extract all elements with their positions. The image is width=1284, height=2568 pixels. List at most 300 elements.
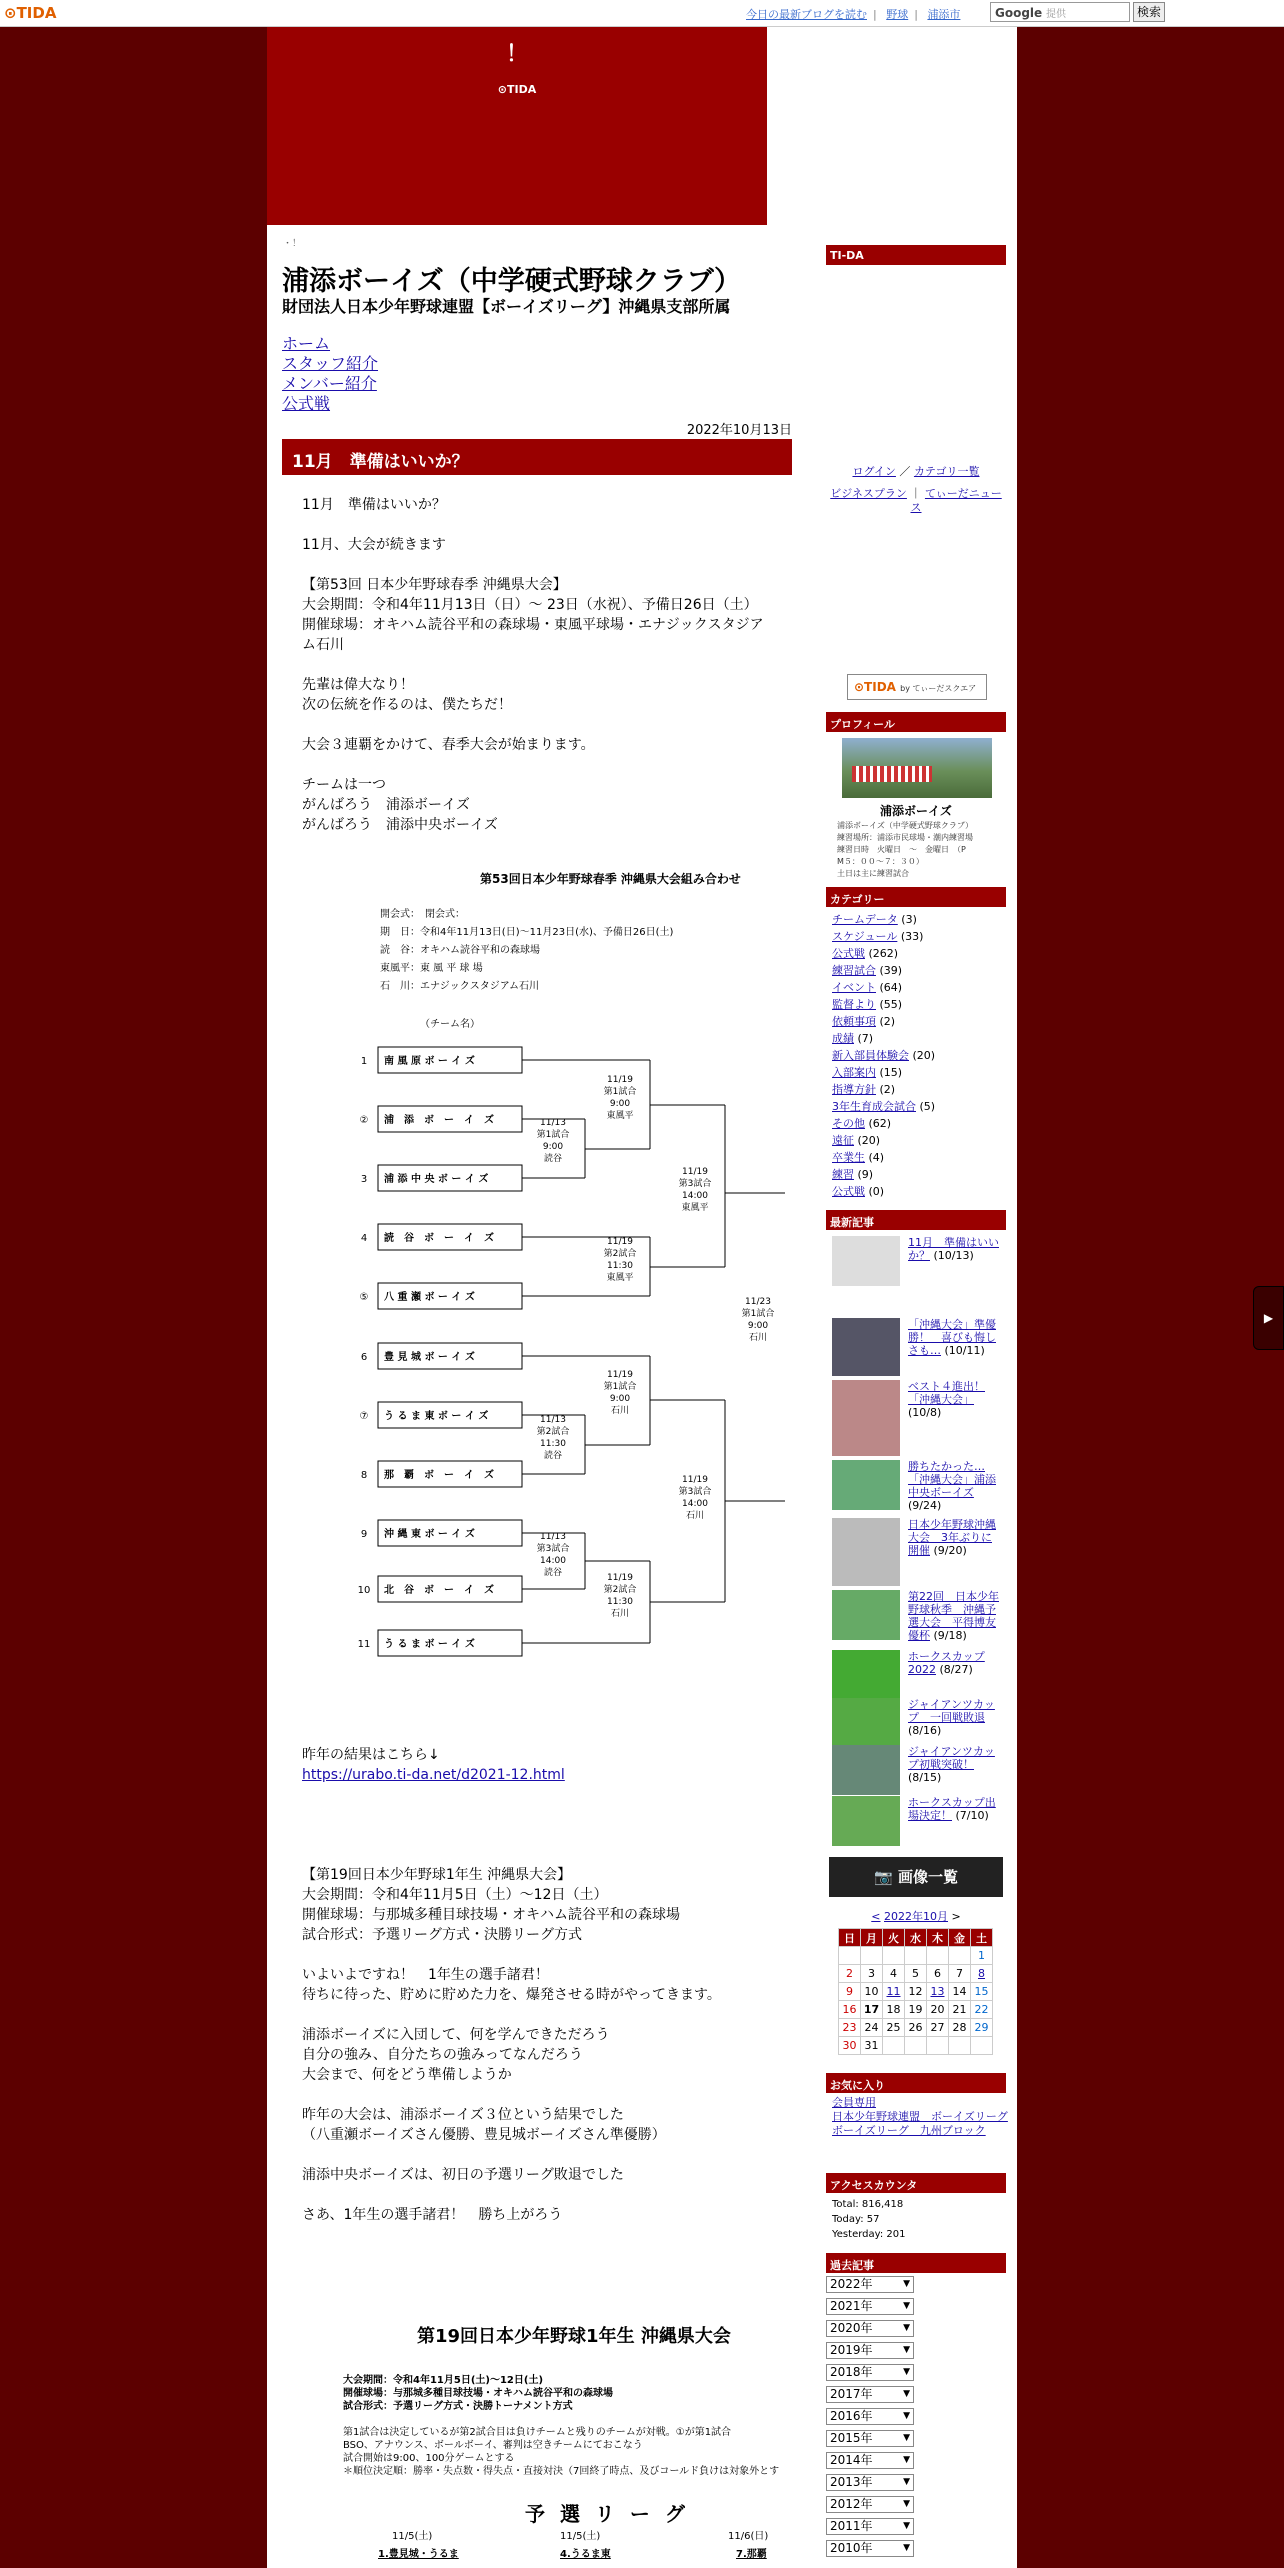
category-count: (7) — [854, 1032, 874, 1045]
search-input[interactable] — [990, 2, 1130, 22]
nav-official[interactable]: 公式戦 — [282, 394, 331, 413]
calendar-day: 10 — [861, 1983, 883, 2001]
game-label: 東風平 — [606, 1273, 634, 1283]
category-link[interactable]: 公式戦 — [832, 1185, 865, 1198]
archive-year-label: 2021年 — [830, 2299, 873, 2313]
archive-year-select[interactable] — [826, 2320, 914, 2337]
post-body-line — [302, 2085, 782, 2105]
game-label: 第3試合 — [678, 1487, 712, 1497]
breadcrumb: ・！ — [283, 239, 302, 249]
recent-header: 最新記事 — [826, 1210, 1006, 1230]
post-body-line: （八重瀬ボーイズさん優勝、豊見城ボーイズさん準優勝） — [302, 2127, 666, 2143]
post-body-line: 浦添中央ボーイズは、初日の予選リーグ敗退でした — [302, 2167, 624, 2183]
game-label: 11/13 — [540, 1118, 566, 1128]
calendar-day[interactable] — [971, 1965, 993, 1983]
calendar-day: 16 — [839, 2001, 861, 2019]
category-count: (55) — [876, 998, 903, 1011]
recent-post-thumbnail[interactable] — [832, 1698, 900, 1748]
archive-year-select[interactable] — [826, 2386, 914, 2403]
team-name: 読 谷 ボ ー イ ズ — [384, 1233, 494, 1244]
side-panel-toggle[interactable] — [1253, 1286, 1284, 1350]
archive-year-select[interactable] — [826, 2342, 914, 2359]
category-link[interactable]: 遠征 — [832, 1134, 854, 1147]
calendar-header — [826, 1908, 1006, 1924]
calendar-weekday: 日 — [839, 1929, 861, 1947]
chevron-down-icon: ▼ — [903, 2323, 910, 2333]
post-body-line: 先輩は偉大なり！ — [302, 677, 414, 693]
category-item — [832, 1030, 935, 1047]
calendar-day: 1 — [971, 1947, 993, 1965]
poster-line: BSO、アナウンス、ボールボーイ、審判は空きチームにておこなう — [343, 2440, 643, 2451]
category-count: (2) — [876, 1083, 896, 1096]
poster-day: 11/5(土) — [392, 2531, 433, 2542]
game-label: 11:30 — [607, 1261, 633, 1271]
calendar-day — [949, 1947, 971, 1965]
recent-post-date: (10/13) — [930, 1249, 974, 1262]
recent-post-thumbnail[interactable] — [832, 1460, 900, 1510]
team-number: 4 — [360, 1233, 368, 1244]
category-link[interactable]: その他 — [832, 1117, 865, 1130]
recent-post-date: (7/10) — [952, 1809, 989, 1822]
category-item — [832, 1013, 935, 1030]
archive-year-label: 2010年 — [830, 2541, 873, 2555]
calendar-weekday: 金 — [949, 1929, 971, 1947]
post-body-line — [302, 715, 782, 735]
calendar-day[interactable] — [883, 1983, 905, 2001]
post-body-rookie — [302, 1865, 782, 2225]
recent-post-thumbnail[interactable] — [832, 1318, 900, 1376]
archive-header: 過去記事 — [826, 2253, 1006, 2273]
recent-post-link[interactable]: 第22回 日本少年野球秋季 沖縄予選大会 平得博友優杯 — [908, 1590, 999, 1642]
archive-year-select[interactable] — [826, 2452, 914, 2469]
team-name: う る ま ボ ー イ ズ — [384, 1639, 475, 1650]
past-result-link[interactable]: https://urabo.ti-da.net/d2021-12.html — [302, 1767, 565, 1783]
recent-post-thumbnail[interactable] — [832, 1380, 900, 1456]
archive-year-select[interactable] — [826, 2496, 914, 2513]
calendar-day: 6 — [927, 1965, 949, 1983]
category-link[interactable]: スケジュール — [832, 930, 898, 943]
archive-year-label: 2020年 — [830, 2321, 873, 2335]
post-title[interactable]: 11月 準備はいいか？ — [282, 439, 792, 475]
chevron-right-icon: ▶ — [1263, 1311, 1274, 1325]
profile-text — [837, 820, 1007, 880]
profile-line: 土日は主に練習試合 — [837, 869, 909, 878]
archive-year-select[interactable] — [826, 2474, 914, 2491]
poster-line — [343, 2413, 779, 2426]
calendar-day — [949, 2037, 971, 2055]
chevron-down-icon: ▼ — [903, 2279, 910, 2289]
game-label: 第1試合 — [536, 1130, 570, 1140]
recent-post-link[interactable]: ホークスカップ2022 — [908, 1650, 985, 1676]
team-name: 浦 添 ボ ー イ ズ — [384, 1115, 494, 1126]
profile-line: M５：００〜７：３０） — [837, 857, 924, 866]
post-body-line: 大会３連覇をかけて、春季大会が始まります。 — [302, 737, 595, 753]
post-body-line — [302, 655, 782, 675]
recent-post-link[interactable]: 「沖縄大会」準優勝！ 喜びも悔しさも… — [908, 1318, 996, 1357]
category-count: (2) — [876, 1015, 896, 1028]
category-link[interactable]: 監督より — [832, 998, 876, 1011]
recent-post-link[interactable]: 勝ちたかった…「沖縄大会」浦添中央ボーイズ — [908, 1460, 996, 1499]
calendar-day: 9 — [839, 1983, 861, 2001]
game-label: 東風平 — [606, 1111, 634, 1121]
chevron-down-icon: ▼ — [903, 2477, 910, 2487]
category-link[interactable]: 練習 — [832, 1168, 854, 1181]
category-item — [832, 1047, 935, 1064]
archive-year-select[interactable] — [826, 2540, 914, 2557]
profile-photo[interactable] — [842, 738, 992, 798]
tida-badge[interactable] — [847, 674, 987, 700]
game-label: 石川 — [748, 1333, 768, 1343]
category-count: (64) — [876, 981, 903, 994]
post-body-line: 次の伝統を作るのは、僕たちだ！ — [302, 697, 512, 713]
game-label: 読谷 — [543, 1568, 563, 1578]
recent-post-thumbnail[interactable] — [832, 1796, 900, 1846]
favorite-link[interactable]: ボーイズリーグ 九州ブロック — [832, 2124, 986, 2137]
recent-post-link[interactable]: ベスト４進出！「沖縄大会」 — [908, 1380, 985, 1406]
recent-post-text — [908, 1380, 1000, 1419]
archive-year-label: 2018年 — [830, 2365, 873, 2379]
header-subtitle: ⊙TIDA — [497, 83, 537, 96]
recent-post-text — [908, 1460, 1000, 1512]
calendar-day: 23 — [839, 2019, 861, 2037]
profile-name: 浦添ボーイズ — [880, 804, 952, 818]
team-name: 豊 見 城 ボ ー イ ズ — [384, 1352, 475, 1363]
calendar-day: 29 — [971, 2019, 993, 2037]
game-label: 11/19 — [607, 1075, 633, 1085]
post-body-line: さあ、1年生の選手諸君！ 勝ち上がろう — [302, 2207, 563, 2223]
game-label: 9:00 — [542, 1142, 564, 1152]
category-count: (62) — [865, 1117, 892, 1130]
post-body-line: 11月、大会が続きます — [302, 537, 446, 553]
category-list-link[interactable]: カテゴリ一覧 — [913, 465, 980, 478]
game-label: 11/19 — [607, 1370, 633, 1380]
team-name: 浦 添 中 央 ボ ー イ ズ — [384, 1174, 489, 1185]
recent-post-text — [908, 1518, 1000, 1557]
category-item — [832, 1098, 935, 1115]
category-item — [832, 945, 935, 962]
search-placeholder: 提供 — [1046, 9, 1067, 20]
category-item — [832, 962, 935, 979]
post-body-intro — [302, 495, 782, 835]
calendar-day-link[interactable]: 11 — [886, 1985, 901, 1998]
calendar-day: 26 — [905, 2019, 927, 2037]
category-item — [832, 1183, 935, 1200]
category-count: (39) — [876, 964, 903, 977]
category-count: (0) — [865, 1185, 885, 1198]
business-plan-link[interactable]: ビジネスプラン — [830, 487, 907, 500]
post-body-line — [302, 2185, 782, 2205]
game-label: 第1試合 — [603, 1087, 637, 1097]
archive-year-select[interactable] — [826, 2430, 914, 2447]
category-count: (15) — [876, 1066, 903, 1079]
profile-header: プロフィール — [826, 712, 1006, 732]
category-link[interactable]: 指導方針 — [832, 1083, 876, 1096]
calendar-day — [905, 2037, 927, 2055]
calendar-month[interactable]: 2022年10月 — [884, 1910, 948, 1923]
category-item — [832, 1115, 935, 1132]
bracket-team-header: （チーム名） — [420, 1019, 480, 1030]
archive-year-label: 2016年 — [830, 2409, 873, 2423]
post-body-line — [302, 555, 782, 575]
blog-header-banner — [267, 27, 767, 225]
team-number: 6 — [360, 1352, 368, 1363]
recent-post-link[interactable]: 日本少年野球沖縄大会 3年ぶりに開催 — [908, 1518, 996, 1557]
calendar-next[interactable]: > — [951, 1910, 961, 1923]
recent-post-link[interactable]: ジャイアンツカップ初戦突破！ — [908, 1745, 995, 1771]
post-body-line: 開催球場：オキハム読谷平和の森球場・東風平球場・エナジックスタジア — [302, 617, 764, 633]
category-link[interactable]: 公式戦 — [832, 947, 865, 960]
archive-year-select[interactable] — [826, 2364, 914, 2381]
sidebar-tida-header: TI-DA — [826, 245, 1006, 265]
game-label: 東風平 — [681, 1203, 709, 1213]
category-count: (262) — [865, 947, 899, 960]
login-link[interactable]: ログイン — [852, 465, 896, 478]
poster-line: 第1試合は決定しているが第2試合目は負けチームと残りのチームが対戦。①が第1試合 — [343, 2427, 732, 2438]
game-label: 11/19 — [607, 1573, 633, 1583]
game-label: 9:00 — [609, 1394, 631, 1404]
calendar-day — [839, 1947, 861, 1965]
calendar-day: 31 — [861, 2037, 883, 2055]
calendar-day: 2 — [839, 1965, 861, 1983]
post-body-line: 大会期間：令和4年11月13日（日）〜 23日（水祝）、予備日26日（土） — [302, 597, 758, 613]
recent-post-link[interactable]: ホークスカップ出場決定！ — [908, 1796, 996, 1822]
post-body-line: 【第19回日本少年野球1年生 沖縄県大会】 — [302, 1867, 572, 1883]
favorites-list — [832, 2096, 1010, 2138]
post-body-line: 【第53回 日本少年野球春季 沖縄県大会】 — [302, 577, 567, 593]
recent-post-text — [908, 1698, 1000, 1737]
calendar-day: 25 — [883, 2019, 905, 2037]
post-date: 2022年10月13日 — [686, 423, 792, 438]
poster-team: 7.那覇 — [736, 2549, 767, 2560]
archive-year-select[interactable] — [826, 2298, 914, 2315]
calendar-day — [883, 1947, 905, 1965]
bracket-info: 東風平：東 風 平 球 場 — [380, 963, 483, 974]
recent-post-link[interactable]: 11月 準備はいいか？ — [908, 1236, 999, 1262]
recent-post-thumbnail[interactable] — [832, 1590, 900, 1640]
game-label: 石川 — [685, 1511, 705, 1521]
archive-year-label: 2017年 — [830, 2387, 873, 2401]
recent-post-date: (10/8) — [908, 1406, 942, 1419]
calendar-day: 3 — [861, 1965, 883, 1983]
archive-year-select[interactable] — [826, 2408, 914, 2425]
favorite-link[interactable]: 会員専用 — [832, 2096, 876, 2109]
category-item — [832, 1064, 935, 1081]
top-links: 今日の最新ブログを読む | 野球 | 浦添市 — [746, 8, 961, 21]
blog-nav — [282, 334, 378, 414]
category-link[interactable]: チームデータ — [832, 913, 898, 926]
archive-year-label: 2011年 — [830, 2519, 873, 2533]
game-label: 読谷 — [543, 1154, 563, 1164]
blog-title[interactable]: 浦添ボーイズ（中学硬式野球クラブ） — [282, 266, 741, 297]
tida-badge-by: by てぃーだスクエア — [900, 684, 977, 693]
game-label: 11/19 — [682, 1475, 708, 1485]
archive-year-label: 2022年 — [830, 2277, 873, 2291]
calendar-day: 5 — [905, 1965, 927, 1983]
team-number: ⑤ — [359, 1292, 369, 1303]
recent-post-date: (9/20) — [930, 1544, 967, 1557]
favorite-link[interactable]: 日本少年野球連盟 ボーイズリーグ — [832, 2110, 1008, 2123]
calendar-day: 19 — [905, 2001, 927, 2019]
category-count: (33) — [897, 930, 924, 943]
archive-year-select[interactable] — [826, 2518, 914, 2535]
category-link[interactable]: 卒業生 — [832, 1151, 865, 1164]
bracket-info: 読 谷：オキハム読谷平和の森球場 — [380, 945, 540, 956]
post-body-line: 自分の強み、自分たちの強みってなんだろう — [302, 2047, 583, 2063]
recent-post-date: (8/27) — [936, 1663, 973, 1676]
favorites-header: お気に入り — [826, 2073, 1006, 2093]
poster-line: 試合形式：予選リーグ方式・決勝トーナメント方式 — [343, 2401, 573, 2412]
poster-team: 1.豊見城・うるま — [378, 2549, 459, 2560]
calendar-day-link[interactable]: 8 — [978, 1967, 985, 1980]
category-link[interactable]: 3年生育成会試合 — [832, 1100, 916, 1113]
calendar-day — [861, 1947, 883, 1965]
header-title: ！ — [505, 42, 528, 67]
category-item — [832, 979, 935, 996]
recent-post-thumbnail[interactable] — [832, 1650, 900, 1700]
game-label: 9:00 — [609, 1099, 631, 1109]
calendar-day: 14 — [949, 1983, 971, 2001]
recent-post-thumbnail[interactable] — [832, 1518, 900, 1586]
game-label: 11/13 — [540, 1415, 566, 1425]
chevron-down-icon: ▼ — [903, 2433, 910, 2443]
recent-post-date: (8/16) — [908, 1724, 942, 1737]
category-link[interactable]: 入部案内 — [832, 1066, 876, 1079]
category-link[interactable]: イベント — [832, 981, 876, 994]
post-body-line: 開催球場：与那城多種目球技場・オキハム読谷平和の森球場 — [302, 1907, 680, 1923]
post-body-line: 大会期間：令和4年11月5日（土）〜12日（土） — [302, 1887, 608, 1903]
recent-post-date: (9/24) — [908, 1499, 942, 1512]
team-number: 11 — [357, 1639, 371, 1650]
game-label: 14:00 — [682, 1499, 708, 1509]
chevron-down-icon: ▼ — [903, 2499, 910, 2509]
game-label: 11:30 — [540, 1439, 566, 1449]
team-number: 1 — [360, 1056, 368, 1067]
nav-home[interactable]: ホーム — [282, 334, 331, 353]
recent-post-thumbnail[interactable] — [832, 1745, 900, 1795]
recent-post-date: (8/15) — [908, 1771, 942, 1784]
counter-yesterday: Yesterday: 201 — [832, 2229, 906, 2240]
recent-post-text — [908, 1745, 1000, 1784]
game-label: 14:00 — [540, 1556, 566, 1566]
nav-members[interactable]: メンバー紹介 — [282, 374, 377, 393]
recent-post-link[interactable]: ジャイアンツカップ 一回戦敗退 — [908, 1698, 995, 1724]
blog-description: 財団法人日本少年野球連盟【ボーイズリーグ】沖縄県支部所属 — [282, 297, 731, 316]
team-name: 沖 縄 東 ボ ー イ ズ — [384, 1529, 475, 1540]
calendar-day-link[interactable]: 13 — [930, 1985, 945, 1998]
poster-line: ＊順位決定順：勝率・失点数・得失点・直接対決（7回終了時点、及びコールド負けは対象外とす — [343, 2466, 780, 2477]
nav-staff[interactable]: スタッフ紹介 — [282, 354, 379, 373]
category-link[interactable]: 成績 — [832, 1032, 854, 1045]
category-count: (20) — [909, 1049, 936, 1062]
team-number: 3 — [360, 1174, 368, 1185]
auth-links: ログイン ／ カテゴリ一覧 — [852, 465, 980, 478]
archive-year-label: 2019年 — [830, 2343, 873, 2357]
top-link-baseball[interactable]: 野球 — [886, 8, 909, 21]
profile-line: 練習場所：浦添市民球場・潮内練習場 — [837, 833, 973, 842]
calendar-weekday: 月 — [861, 1929, 883, 1947]
team-name: 北 谷 ボ ー イ ズ — [384, 1585, 494, 1596]
recent-post-text — [908, 1318, 1000, 1357]
recent-post-thumbnail[interactable] — [832, 1236, 900, 1286]
post-body-line: 試合形式：予選リーグ方式・決勝リーグ方式 — [302, 1927, 582, 1943]
category-item — [832, 1166, 935, 1183]
category-header: カテゴリー — [826, 887, 1006, 907]
top-bar — [0, 0, 1284, 27]
team-name: 那 覇 ボ ー イ ズ — [384, 1470, 494, 1481]
calendar-day — [927, 2037, 949, 2055]
calendar-day: 27 — [927, 2019, 949, 2037]
post-body-line: チームは一つ — [302, 777, 386, 793]
bracket-info: 期 日：令和4年11月13日(日)〜11月23日(水)、予備日26日(土) — [380, 927, 674, 938]
profile-line: 浦添ボーイズ（中学硬式野球クラブ） — [837, 821, 973, 830]
rookie-poster-lines — [343, 2374, 779, 2478]
category-link[interactable]: 練習試合 — [832, 964, 876, 977]
team-number: ⑦ — [359, 1411, 369, 1422]
chevron-down-icon: ▼ — [903, 2455, 910, 2465]
game-label: 第3試合 — [536, 1544, 570, 1554]
calendar-prev[interactable]: < — [871, 1910, 881, 1923]
top-link-latest[interactable]: 今日の最新ブログを読む — [746, 8, 867, 21]
game-label: 第1試合 — [741, 1309, 775, 1319]
chevron-down-icon: ▼ — [903, 2411, 910, 2421]
calendar-day: 30 — [839, 2037, 861, 2055]
team-name: 八 重 瀬 ボ ー イ ズ — [384, 1292, 475, 1303]
tournament-bracket — [350, 867, 790, 1667]
chevron-down-icon: ▼ — [903, 2389, 910, 2399]
post-body-line: がんばろう 浦添ボーイズ — [302, 797, 470, 813]
post-body-line — [302, 2145, 782, 2165]
calendar — [838, 1928, 993, 2055]
archive-year-label: 2015年 — [830, 2431, 873, 2445]
post-body-line: 昨年の大会は、浦添ボーイズ３位という結果でした — [302, 2107, 624, 2123]
past-result-text — [302, 1745, 782, 1785]
archive-year-select[interactable] — [826, 2276, 914, 2293]
category-link[interactable]: 依頼事項 — [832, 1015, 876, 1028]
tida-logo[interactable]: ⊙TIDA — [4, 4, 57, 22]
category-item — [832, 1132, 935, 1149]
rookie-poster-league-heading: 予 選 リ ー グ — [525, 2502, 689, 2526]
category-item — [832, 1149, 935, 1166]
calendar-day: 15 — [971, 1983, 993, 2001]
post-body-line — [302, 2005, 782, 2025]
tida-news-link[interactable]: てぃーだニュース — [910, 487, 1002, 514]
team-number: 10 — [357, 1585, 371, 1596]
game-label: 9:00 — [747, 1321, 769, 1331]
counter-total: Total: 816,418 — [832, 2199, 904, 2210]
post-body-line: 11月 準備はいいか？ — [302, 497, 446, 513]
recent-post-date: (10/11) — [941, 1344, 985, 1357]
recent-post-date: (9/18) — [930, 1629, 967, 1642]
recent-post-text — [908, 1590, 1000, 1642]
search-button[interactable]: 検索 — [1133, 2, 1165, 22]
category-link[interactable]: 新入部員体験会 — [832, 1049, 909, 1062]
category-item — [832, 996, 935, 1013]
category-item — [832, 1081, 935, 1098]
recent-post-text — [908, 1650, 1000, 1676]
chevron-down-icon: ▼ — [903, 2301, 910, 2311]
poster-line: 大会期間：令和4年11月5日(土)〜12日(土) — [343, 2375, 544, 2386]
image-list-button[interactable]: 📷 画像一覧 — [829, 1857, 1003, 1897]
calendar-day: 20 — [927, 2001, 949, 2019]
top-link-urasoe[interactable]: 浦添市 — [927, 8, 961, 21]
category-count: (3) — [897, 913, 917, 926]
calendar-day: 4 — [883, 1965, 905, 1983]
calendar-weekday: 火 — [883, 1929, 905, 1947]
calendar-day[interactable] — [927, 1983, 949, 2001]
game-label: 第2試合 — [603, 1585, 637, 1595]
poster-day: 11/5(土) — [560, 2531, 601, 2542]
calendar-day: 18 — [883, 2001, 905, 2019]
